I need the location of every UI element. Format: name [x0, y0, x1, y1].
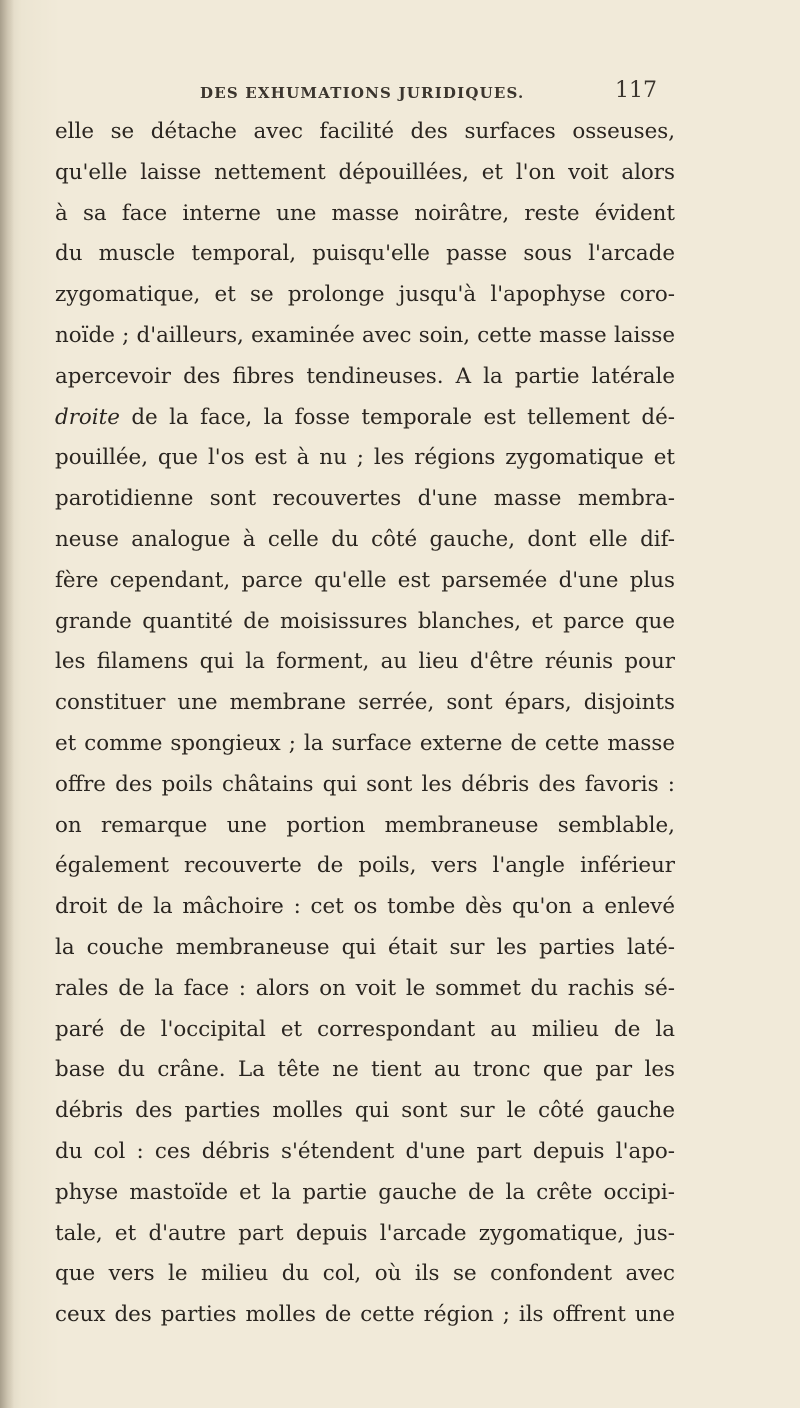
text-line: offre des poils châtains qui sont les débris des favoris :	[55, 771, 675, 797]
text-line: rales de la face : alors on voit le sommet du rachis sé-	[55, 975, 675, 1001]
text-line: droit de la mâchoire : cet os tombe dès qu'on a enlevé	[55, 894, 675, 920]
text-line: parotidienne sont recouvertes d'une masse membra-	[55, 486, 675, 512]
page-gutter-shadow	[0, 0, 14, 1408]
text-line: les filamens qui la forment, au lieu d'être réunis pour	[55, 649, 675, 675]
text-line-italic-start	[55, 398, 675, 439]
text-line: ceux des parties molles de cette région ; ils offrent une	[55, 1302, 675, 1328]
body-text	[55, 112, 675, 1336]
running-head: DES EXHUMATIONS JURIDIQUES.	[200, 84, 525, 102]
text-line: à sa face interne une masse noirâtre, reste évident	[55, 200, 675, 226]
text-line: elle se détache avec facilité des surfaces osseuses,	[55, 119, 675, 144]
text-line: grande quantité de moisissures blanches, et parce que	[55, 608, 675, 634]
page-number: 117	[615, 78, 657, 103]
text-line: que vers le milieu du col, où ils se confondent avec	[55, 1261, 675, 1287]
text-line: tale, et d'autre part depuis l'arcade zygomatique, jus-	[55, 1220, 675, 1246]
text-line: zygomatique, et se prolonge jusqu'à l'apophyse coro-	[55, 282, 675, 308]
text-line: base du crâne. La tête ne tient au tronc que par les	[55, 1057, 675, 1083]
text-line: qu'elle laisse nettement dépouillées, et l'on voit alors	[55, 159, 675, 185]
italic-word: droite	[55, 404, 120, 430]
text-line: débris des parties molles qui sont sur le côté gauche	[55, 1098, 675, 1124]
text-line: et comme spongieux ; la surface externe de cette masse	[55, 730, 675, 756]
text-line: pouillée, que l'os est à nu ; les régions zygomatique et	[55, 445, 675, 471]
text-line: la couche membraneuse qui était sur les parties laté-	[55, 934, 675, 960]
page-header	[95, 78, 675, 112]
text-line: physe mastoïde et la partie gauche de la crête occipi-	[55, 1179, 675, 1205]
text-line: fère cependant, parce qu'elle est parsemée d'une plus	[55, 567, 675, 593]
text-line: apercevoir des fibres tendineuses. A la partie latérale	[55, 363, 675, 389]
text-line: on remarque une portion membraneuse semblable,	[55, 812, 675, 838]
text-segment: de la face, la fosse temporale est tellement dé-	[119, 404, 675, 430]
text-line: noïde ; d'ailleurs, examinée avec soin, cette masse laisse	[55, 322, 675, 348]
text-line: du muscle temporal, puisqu'elle passe sous l'arcade	[55, 241, 675, 267]
text-line: neuse analogue à celle du côté gauche, dont elle dif-	[55, 526, 675, 552]
text-line: du col : ces débris s'étendent d'une part depuis l'apo-	[55, 1138, 675, 1164]
text-line: également recouverte de poils, vers l'angle inférieur	[55, 853, 675, 879]
text-line: paré de l'occipital et correspondant au milieu de la	[55, 1016, 675, 1042]
text-line: constituer une membrane serrée, sont épars, disjoints	[55, 690, 675, 716]
